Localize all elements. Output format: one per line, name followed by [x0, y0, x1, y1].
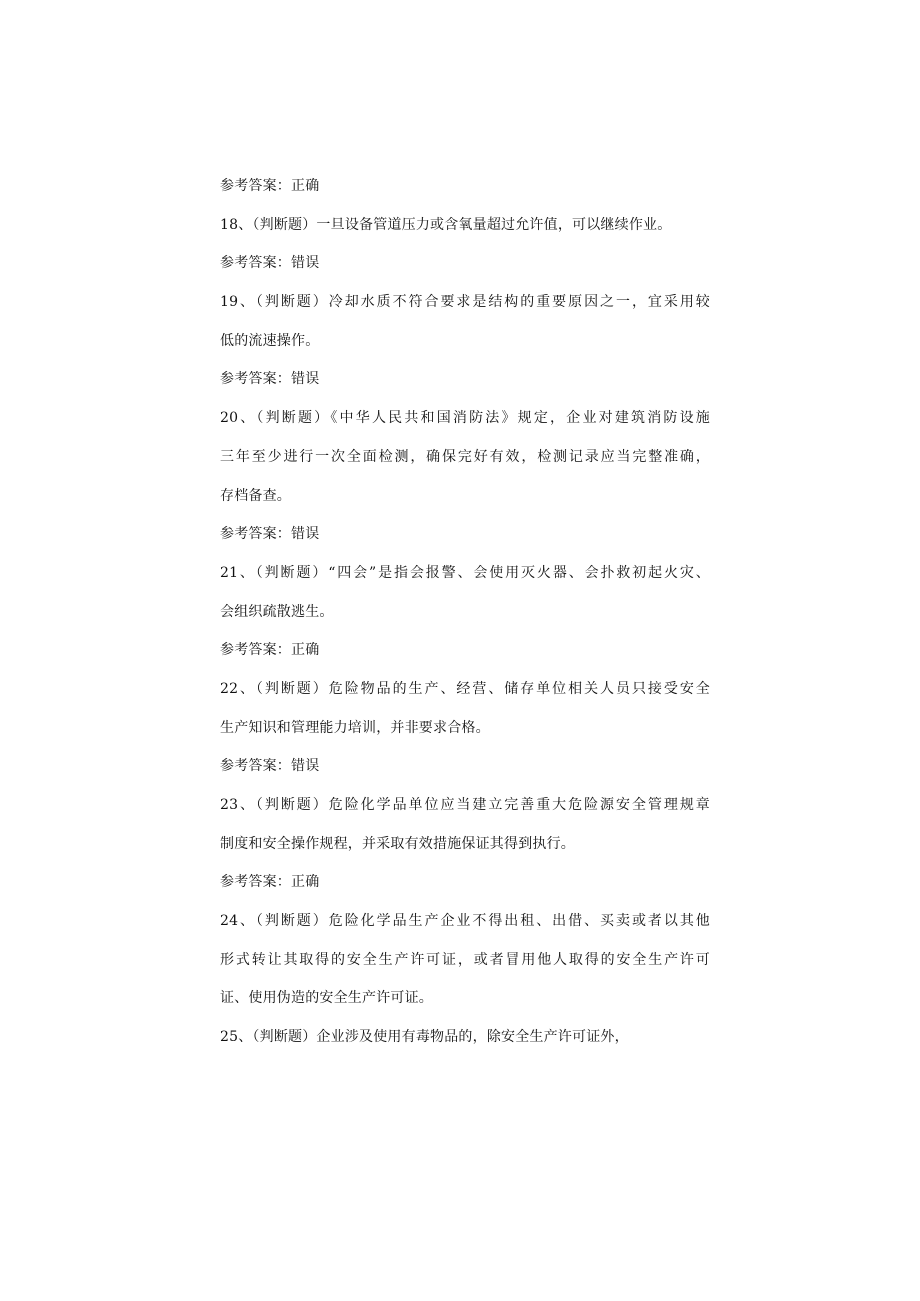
- question-24-line-3: 证、使用伪造的安全生产许可证。: [220, 990, 433, 1007]
- question-20-line-2: 三年至少进行一次全面检测，确保完好有效，检测记录应当完整准确，: [220, 448, 710, 465]
- question-21-line-1: 21、（判断题）“四会”是指会报警、会使用灭火器、会扑救初起火灾、: [220, 564, 710, 581]
- answer-21: 参考答案：正确: [220, 642, 320, 659]
- answer-18: 参考答案：错误: [220, 255, 320, 272]
- document-body: [220, 170, 710, 1060]
- question-24-line-1: 24、（判断题）危险化学品生产企业不得出租、出借、买卖或者以其他: [220, 913, 710, 930]
- question-23-line-2: 制度和安全操作规程，并采取有效措施保证其得到执行。: [220, 835, 575, 852]
- question-23-line-1: 23、（判断题）危险化学品单位应当建立完善重大危险源安全管理规章: [220, 797, 710, 813]
- question-22-line-2: 生产知识和管理能力培训，并非要求合格。: [220, 719, 490, 736]
- question-24-line-2: 形式转让其取得的安全生产许可证，或者冒用他人取得的安全生产许可: [220, 951, 710, 968]
- answer-20: 参考答案：错误: [220, 526, 320, 543]
- answer-17: 参考答案：正确: [220, 178, 320, 194]
- question-20-line-1: 20、（判断题）《中华人民共和国消防法》规定，企业对建筑消防设施: [220, 410, 710, 427]
- question-18: 18、（判断题）一旦设备管道压力或含氧量超过允许值，可以继续作业。: [220, 216, 672, 233]
- question-25-line-1: 25、（判断题）企业涉及使用有毒物品的，除安全生产许可证外，: [220, 1029, 629, 1046]
- question-19-line-2: 低的流速操作。: [220, 332, 320, 349]
- question-19-line-1: 19、（判断题）冷却水质不符合要求是结构的重要原因之一，宜采用较: [220, 294, 710, 311]
- answer-22: 参考答案：错误: [220, 758, 320, 775]
- question-21-line-2: 会组织疏散逃生。: [220, 603, 334, 620]
- question-20-line-3: 存档备查。: [220, 487, 291, 504]
- question-22-line-1: 22、（判断题）危险物品的生产、经营、储存单位相关人员只接受安全: [220, 680, 710, 697]
- answer-23: 参考答案：正确: [220, 874, 320, 891]
- answer-19: 参考答案：错误: [220, 371, 320, 388]
